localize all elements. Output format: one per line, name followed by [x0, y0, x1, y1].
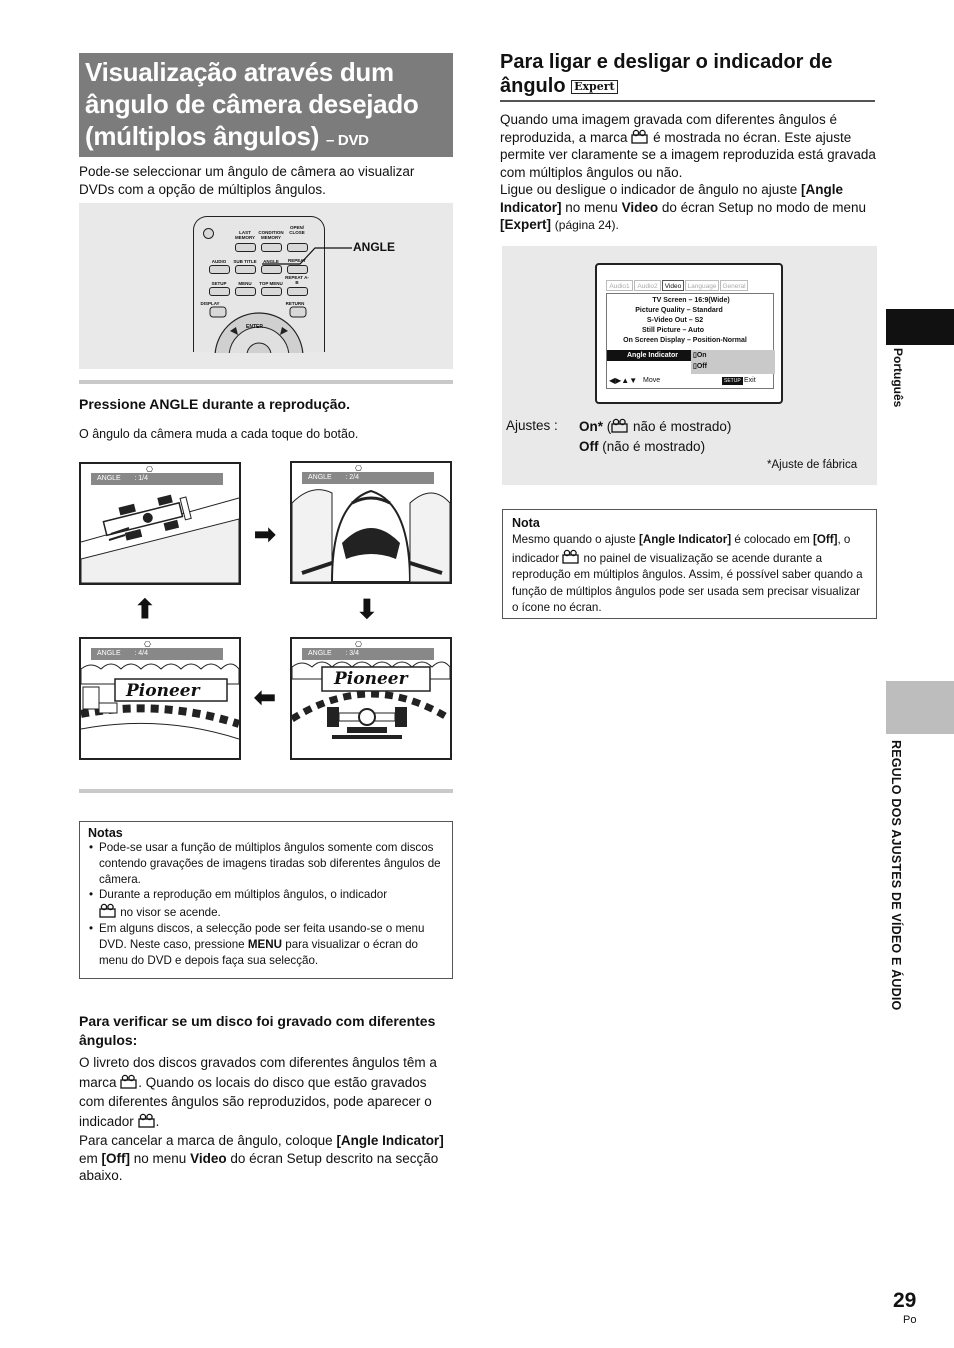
- video-settings-list: [606, 293, 774, 389]
- option-off: ▯Off: [693, 363, 707, 370]
- remote-label-last-memory: LAST MEMORY: [234, 230, 256, 240]
- step-text: O ângulo da câmera muda a cada toque do botão.: [79, 427, 359, 441]
- remote-label-enter: ENTER: [246, 324, 263, 330]
- note-item-3: • Em alguns discos, a selecção pode ser feita usando-se o menu DVD. Neste caso, pressione MENU para visualizar o écran do menu do DVD e depois faça sua selecção.: [88, 921, 444, 968]
- angle-bar-4: ANGLE : 4/4: [91, 648, 223, 660]
- nota-heading: Nota: [512, 516, 540, 530]
- remote-label-condition-memory: CONDITION MEMORY: [258, 230, 284, 240]
- camera-icon: ⎔: [146, 465, 153, 474]
- section-title: Para ligar e desligar o indicador de ângulo Expert: [500, 51, 833, 97]
- camera-angle-icon: [99, 903, 117, 918]
- setting-off: Off (não é mostrado): [579, 439, 706, 454]
- setting-s-video-out: S-Video Out – S2: [646, 317, 704, 324]
- dvd-suffix: – DVD: [326, 132, 369, 149]
- angle-callout-label: ANGLE: [353, 240, 395, 254]
- sidebar-gray-tab: [886, 681, 954, 734]
- note-item-1: • Pode-se usar a função de múltiplos ângulos somente com discos contendo gravações de imagens tiradas sob diferentes ângulos de câmera.: [88, 840, 444, 887]
- remote-label-audio: AUDIO: [211, 259, 227, 264]
- camera-angle-icon: [631, 129, 649, 144]
- remote-label-top-menu: TOP MENU: [259, 281, 283, 286]
- power-button-icon: [203, 228, 214, 239]
- remote-label-angle: ANGLE: [263, 259, 279, 264]
- step-heading: Pressione ANGLE durante a reprodução.: [79, 396, 350, 412]
- sidebar-section-title: REGULO DOS AJUSTES DE VÍDEO E ÁUDIO: [889, 740, 903, 1011]
- tab-audio1: Audio1: [606, 280, 633, 291]
- top-menu-button: [261, 287, 282, 296]
- angle-frame-3: [290, 637, 452, 760]
- notes-heading: Notas: [88, 826, 123, 840]
- angle-callout-line: [260, 240, 355, 270]
- exit-label: Exit: [744, 377, 756, 384]
- right-paragraph-2: Ligue ou desligue o indicador de ângulo no ajuste [Angle Indicator] no menu Video do écran Setup no modo de menu [Expert] (página 24).: [500, 182, 867, 232]
- nota-box: [502, 509, 877, 619]
- intro-text: Pode-se seleccionar um ângulo de câmera ao visualizar DVDs com a opção de múltiplos ângulos.: [79, 164, 415, 197]
- camera-angle-icon: [120, 1074, 138, 1089]
- sidebar-dark-tab: [886, 309, 954, 345]
- title-underline: [500, 100, 875, 102]
- audio-button: [209, 265, 230, 274]
- divider: [79, 380, 453, 384]
- arrow-down-icon: ⬇: [356, 594, 378, 624]
- arrow-right-icon: ➡: [254, 519, 276, 549]
- remote-label-subtitle: SUB TITLE: [233, 259, 257, 264]
- setting-on-screen-display: On Screen Display – Position-Normal: [623, 337, 747, 344]
- expert-badge: Expert: [571, 80, 618, 94]
- arrows-icon: ◀▶▲▼: [609, 376, 638, 385]
- angle-frame-2: [290, 461, 452, 584]
- right-paragraph-1: Quando uma imagem gravada com diferentes ângulos é reproduzida, a marca é mostrada no écran. Este ajuste permite ver claramente se a imagem reproduzida está gravada com múltiplos ângulos ou não.: [500, 112, 876, 180]
- option-on: ▯On: [693, 352, 707, 359]
- angle-bar-1: ANGLE : 1/4: [91, 473, 223, 485]
- arrow-up-icon: ⬆: [134, 594, 156, 624]
- verify-paragraph-1: O livreto dos discos gravados com diferentes ângulos têm a marca . Quando os locais do disco que estão gravados com diferentes ângulos são reproduzidos, pode aparecer o indicador .: [79, 1055, 437, 1129]
- remote-label-open-close: OPEN/ CLOSE: [289, 225, 305, 235]
- camera-icon: ⎔: [144, 640, 151, 649]
- angle-frame-4: [79, 637, 241, 760]
- remote-label-display: DISPLAY: [200, 301, 220, 306]
- remote-label-setup: SETUP: [211, 281, 227, 286]
- notes-box: [79, 821, 453, 979]
- setup-button: [209, 287, 230, 296]
- remote-control-illustration: [193, 216, 325, 352]
- verify-heading: Para verificar se um disco foi gravado com diferentes ângulos:: [79, 1013, 436, 1048]
- pioneer-logo: Pioneer: [126, 681, 200, 701]
- verify-paragraph-2: Para cancelar a marca de ângulo, coloque [Angle Indicator] em [Off] no menu Video do écran Setup descrito na secção abaixo.: [79, 1133, 444, 1183]
- title-line-1: Visualização através dum: [85, 57, 394, 87]
- remote-label-repeat: REPEAT: [288, 258, 306, 263]
- last-memory-button: [235, 243, 256, 252]
- factory-default-note: *Ajuste de fábrica: [767, 459, 858, 471]
- note-item-2: • Durante a reprodução em múltiplos ângulos, o indicador no visor se acende.: [88, 887, 444, 921]
- page-title-block: [79, 53, 453, 157]
- camera-angle-icon: [562, 549, 580, 564]
- camera-angle-icon: [611, 418, 629, 433]
- remote-label-repeat-ab: REPEAT A-B: [285, 275, 309, 285]
- page-number: 29: [893, 1289, 917, 1312]
- title-line-3: (múltiplos ângulos) – DVD: [85, 121, 369, 151]
- tab-general: General: [720, 280, 748, 291]
- remote-label-return: RETURN: [285, 301, 305, 306]
- camera-icon: ⎔: [355, 640, 362, 649]
- camera-angle-icon: [138, 1113, 156, 1128]
- tab-audio2: Audio2: [634, 280, 661, 291]
- menu-button: [235, 287, 256, 296]
- setting-on: On* ( não é mostrado): [579, 419, 732, 434]
- setting-picture-quality: Picture Quality – Standard: [635, 307, 723, 314]
- arrow-left-icon: ⬅: [254, 682, 276, 712]
- pioneer-logo: Pioneer: [334, 669, 408, 689]
- remote-label-menu: MENU: [238, 281, 252, 286]
- setup-key-icon: SETUP: [724, 378, 741, 384]
- angle-indicator-row: Angle Indicator: [607, 350, 691, 361]
- setting-still-picture: Still Picture – Auto: [642, 327, 704, 334]
- tab-video: Video: [662, 280, 684, 291]
- subtitle-button: [235, 265, 256, 274]
- repeat-ab-button: [287, 287, 308, 296]
- move-label: Move: [643, 377, 661, 384]
- angle-frame-1: [79, 462, 241, 585]
- setup-screen: [595, 263, 783, 404]
- sidebar-language: Português: [891, 348, 905, 408]
- title-line-2: ângulo de câmera desejado: [85, 89, 419, 119]
- settings-label: Ajustes :: [506, 418, 558, 433]
- tab-language: Language: [685, 280, 719, 291]
- angle-bar-3: ANGLE : 3/4: [302, 648, 434, 660]
- nota-body: Mesmo quando o ajuste [Angle Indicator] é colocado em [Off], o indicador no painel de visualização se acende durante a reprodução em múltiplos ângulos. Assim, é possível saber quando a função de múltiplos ângulos pode ser usada sem precisar visualizar o ícone no écran.: [512, 533, 863, 614]
- divider: [79, 789, 453, 793]
- angle-bar-2: ANGLE : 2/4: [302, 472, 434, 484]
- setting-tv-screen: TV Screen – 16:9(Wide): [652, 297, 730, 304]
- camera-icon: ⎔: [355, 464, 362, 473]
- page-language-code: Po: [903, 1314, 917, 1326]
